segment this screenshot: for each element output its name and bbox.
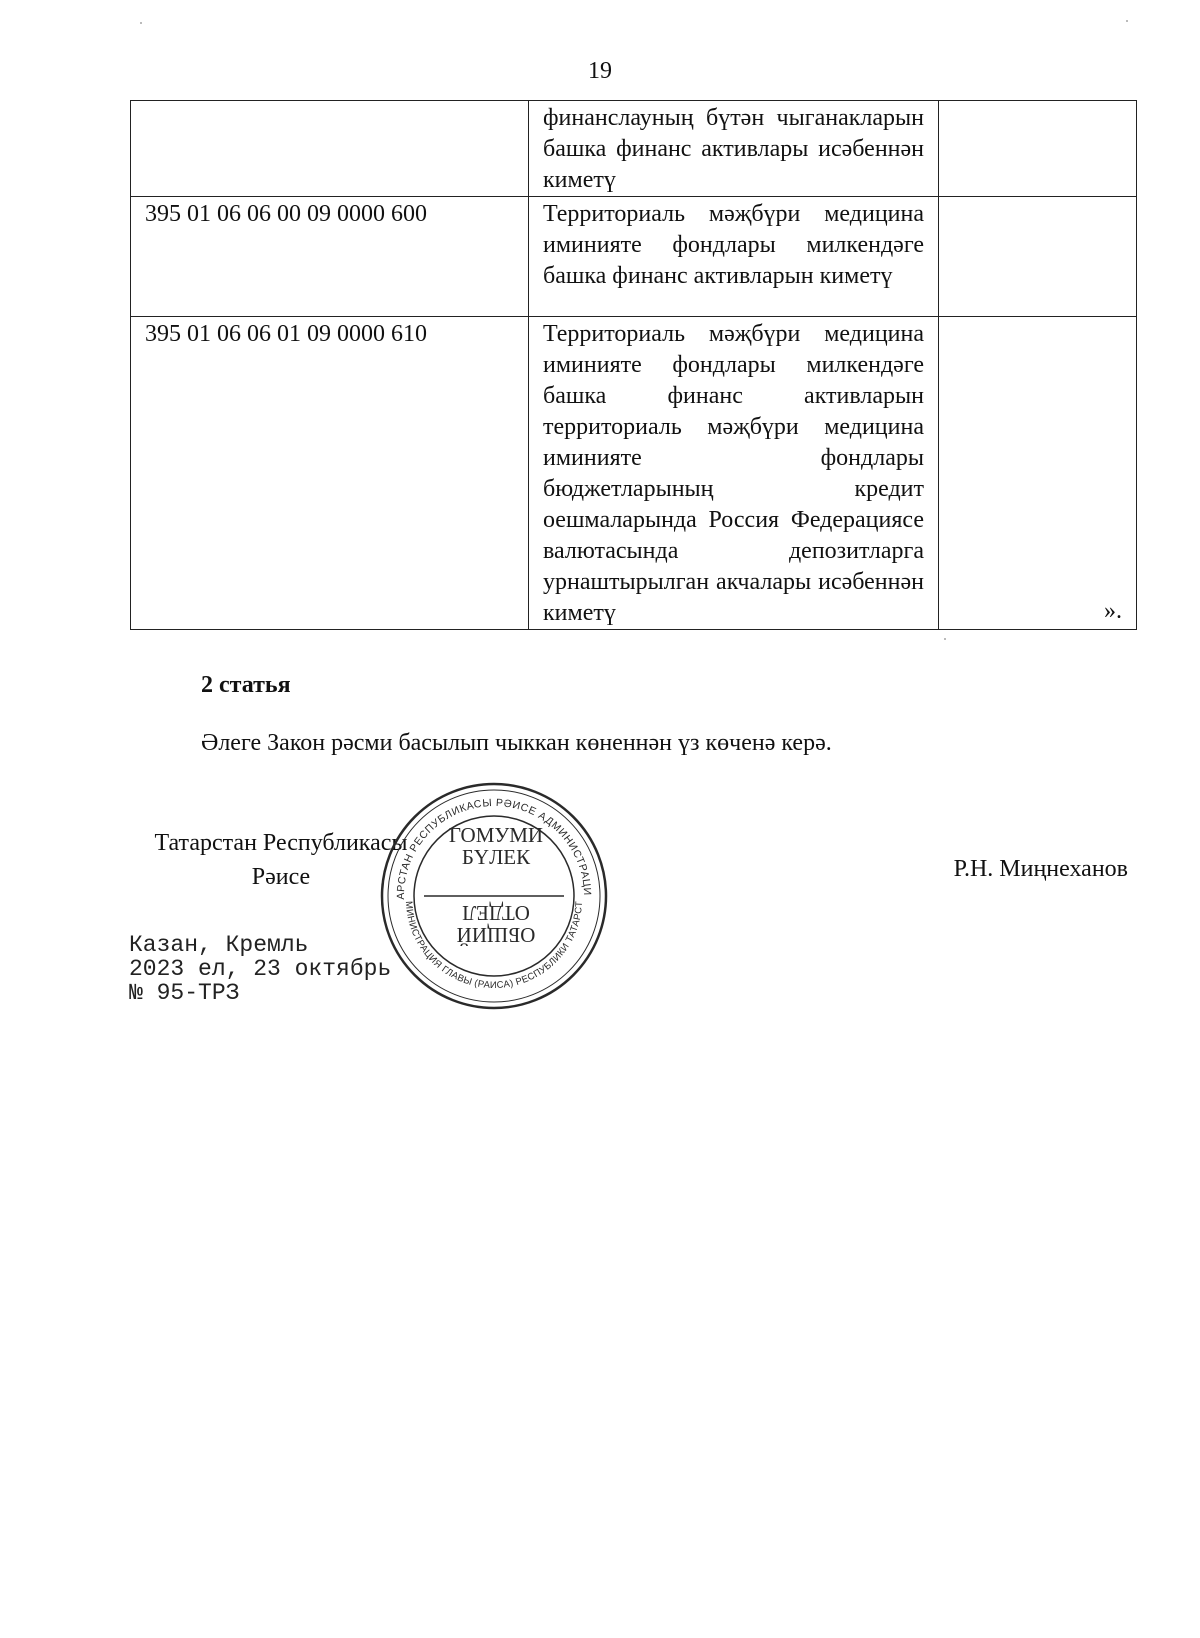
- place-line: Казан, Кремль: [129, 932, 309, 958]
- scan-speck: [1126, 20, 1128, 22]
- stamp-center-line4: ОБЩИЙ: [456, 923, 536, 947]
- table-row: [131, 197, 1137, 317]
- signatory-name: Р.Н. Миңнеханов: [953, 856, 1128, 882]
- table-cell-code: [131, 101, 529, 197]
- table-cell-amount: [939, 197, 1137, 317]
- article-body: Әлеге Закон рәсми басылып чыккан көненнән үз көченә керә.: [201, 730, 832, 756]
- stamp-center-line1: ГОМУМИ: [448, 823, 544, 847]
- table-row: [131, 317, 1137, 630]
- table-cell-description: Территориаль мәҗбүри медицина иминияте фондлары милкендәге башка финанс активларын киметү: [529, 197, 939, 317]
- law-number-line: № 95-ТРЗ: [129, 980, 240, 1006]
- date-line: 2023 ел, 23 октябрь: [129, 956, 392, 982]
- table-cell-code: 395 01 06 06 00 09 0000 600: [131, 197, 529, 317]
- stamp-outer-text-bottom: МИНИСТРАЦИЯ ГЛАВЫ (РАИСА) РЕСПУБЛИКИ ТАТАРСТ: [402, 900, 586, 992]
- stamp-outer-text-top: АРСТАН РЕСПУБЛИКАСЫ РӘИСЕ АДМИНИСТРАЦИ: [394, 796, 594, 900]
- table-cell-description: Территориаль мәҗбүри медицина иминияте фондлары милкендәге башка финанс активларын территориаль мәҗбүри медицина иминияте фондлары бюджетларының кредит оешмаларында Россия Федерациясе валютасында депозитларга урнаштырылган акчалары исәбеннән киметү: [529, 317, 939, 630]
- place-date-block: [129, 933, 391, 1005]
- closing-quote: ».: [1104, 598, 1122, 624]
- signatory-title-line1: Татарстан Республикасы: [154, 830, 408, 856]
- article-title: 2 статья: [201, 672, 291, 698]
- stamp-center-line3: ОТДЕЛ: [462, 901, 530, 925]
- scan-speck: [140, 22, 142, 24]
- table-cell-code: 395 01 06 06 01 09 0000 610: [131, 317, 529, 630]
- stamp-center-line2: БҮЛЕК: [461, 845, 531, 869]
- table-row: [131, 101, 1137, 197]
- table-cell-description: финанслауның бүтән чыганакларын башка финанс активлары исәбеннән киметү: [529, 101, 939, 197]
- table-cell-amount: [939, 101, 1137, 197]
- page-number: 19: [588, 58, 612, 84]
- table-cell-amount-last: [939, 317, 1137, 630]
- signatory-title-line2: Рәисе: [251, 864, 311, 890]
- scan-speck: [944, 638, 946, 640]
- budget-classification-table: [130, 100, 1137, 630]
- official-seal-stamp: [378, 780, 610, 1012]
